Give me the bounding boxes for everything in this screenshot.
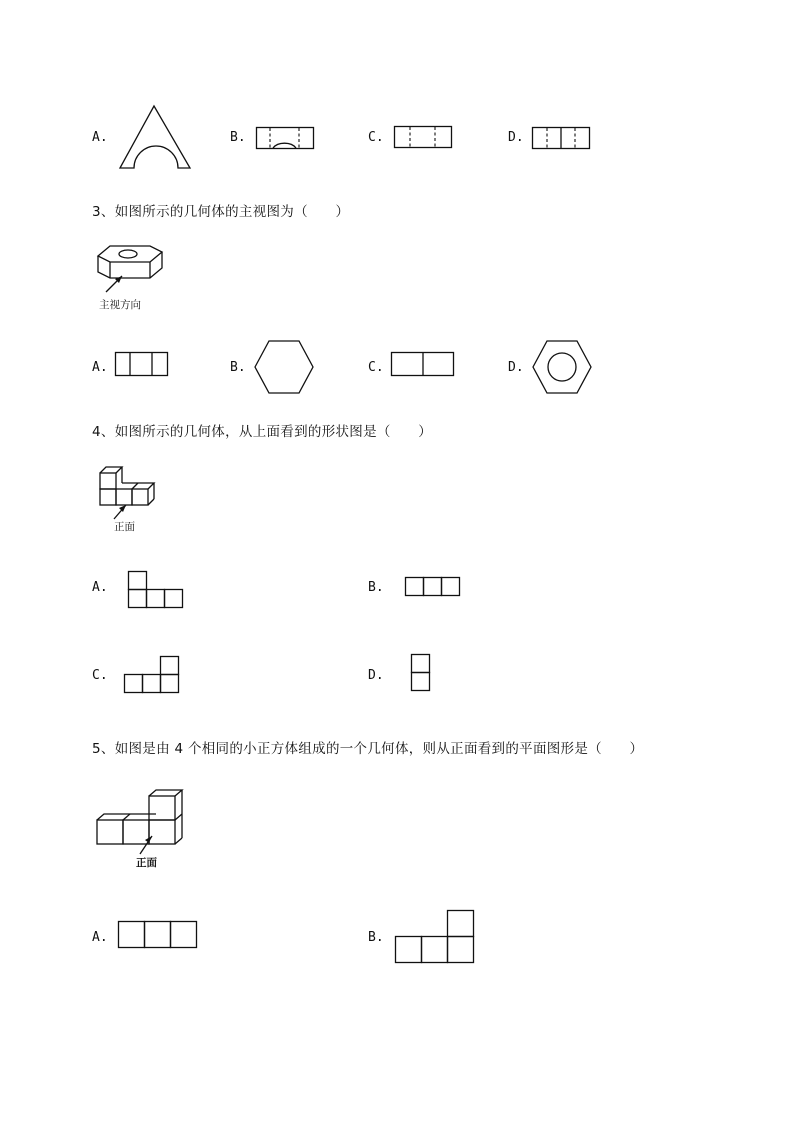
q4-cube-stack-figure bbox=[98, 465, 162, 520]
q3-option-a-label: A. bbox=[92, 360, 108, 375]
q4-option-a-figure bbox=[128, 571, 186, 611]
q3-option-d-label: D. bbox=[508, 360, 524, 375]
q3-option-d-figure bbox=[531, 339, 595, 395]
q2-option-b-figure bbox=[256, 127, 316, 151]
q3-question-text: 3、如图所示的几何体的主视图为（ ） bbox=[92, 204, 350, 220]
q4-option-c-figure bbox=[124, 656, 182, 696]
q3-option-c-figure bbox=[391, 352, 457, 378]
q3-view-direction-caption: 主视方向 bbox=[99, 299, 141, 311]
q4-option-c-label: C. bbox=[92, 668, 108, 683]
q5-option-a-figure bbox=[118, 921, 202, 953]
q2-option-d-figure bbox=[532, 127, 592, 151]
q4-option-d-label: D. bbox=[368, 668, 384, 683]
q3-option-c-label: C. bbox=[368, 360, 384, 375]
q4-option-a-label: A. bbox=[92, 580, 108, 595]
q2-option-a-label: A. bbox=[92, 130, 108, 145]
q4-question-text: 4、如图所示的几何体，从上面看到的形状图是（ ） bbox=[92, 424, 433, 440]
q5-front-caption: 正面 bbox=[136, 857, 157, 869]
q4-option-b-label: B. bbox=[368, 580, 384, 595]
q5-option-b-label: B. bbox=[368, 930, 384, 945]
q5-option-a-label: A. bbox=[92, 930, 108, 945]
q5-cube-stack-figure bbox=[94, 788, 190, 858]
q4-option-b-figure bbox=[405, 577, 463, 599]
q2-option-a-figure bbox=[118, 104, 194, 170]
q3-option-a-figure bbox=[115, 352, 171, 378]
q2-option-b-label: B. bbox=[230, 130, 246, 145]
q2-option-d-label: D. bbox=[508, 130, 524, 145]
q3-hex-nut-figure bbox=[96, 240, 166, 300]
q5-option-b-figure bbox=[395, 910, 479, 968]
q4-front-caption: 正面 bbox=[114, 521, 135, 533]
q2-option-c-label: C. bbox=[368, 130, 384, 145]
q3-option-b-figure bbox=[253, 339, 317, 395]
q4-option-d-figure bbox=[411, 654, 433, 694]
q3-option-b-label: B. bbox=[230, 360, 246, 375]
q5-question-text: 5、如图是由 4 个相同的小正方体组成的一个几何体，则从正面看到的平面图形是（ ） bbox=[92, 741, 644, 757]
q2-option-c-figure bbox=[394, 126, 454, 150]
